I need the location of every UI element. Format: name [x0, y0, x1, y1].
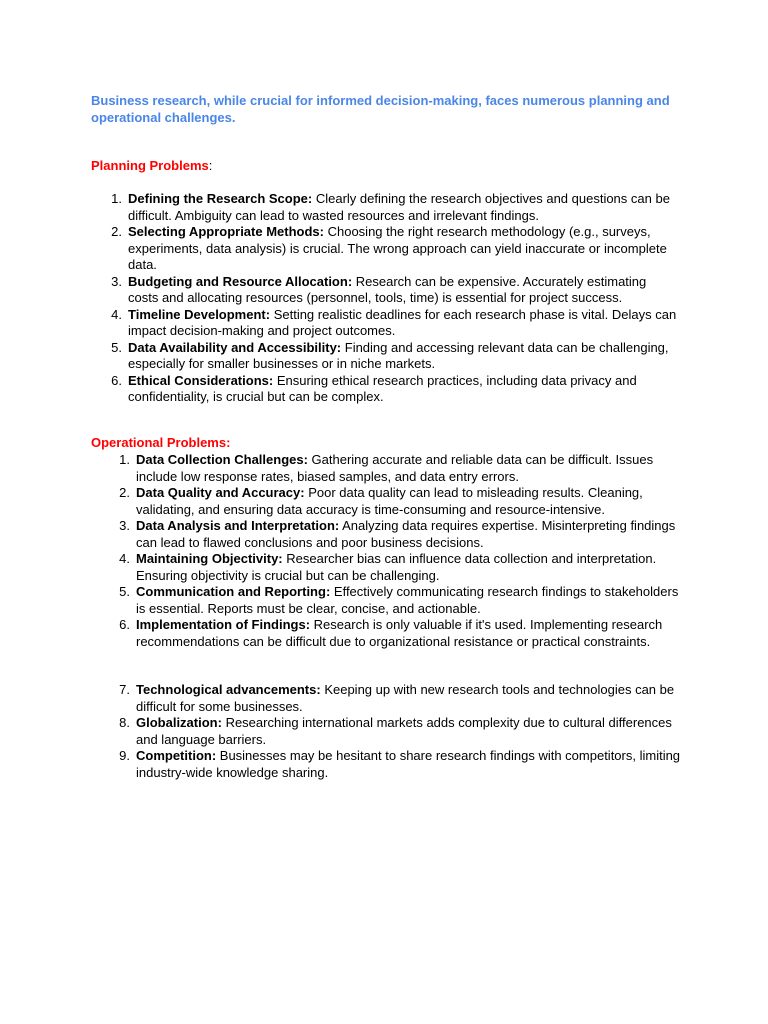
- item-title: Budgeting and Resource Allocation:: [128, 273, 353, 289]
- list-item: [119, 518, 681, 551]
- list-number: 6.: [119, 617, 130, 632]
- list-number: 7.: [119, 682, 130, 697]
- item-text: Gathering accurate and reliable data can be difficult. Issues include low response rates, biased samples, and data entry errors.: [136, 452, 654, 484]
- item-text: Keeping up with new research tools and technologies can be difficult for some businesses.: [136, 682, 675, 714]
- list-item: [119, 584, 681, 617]
- planning-problems-heading: [91, 158, 212, 175]
- item-text: Researcher bias can influence data collection and interpretation. Ensuring objectivity is crucial but can be challenging.: [136, 551, 657, 583]
- list-item: [119, 715, 681, 748]
- item-text: Research is only valuable if it's used. Implementing research recommendations can be difficult due to organizational resistance or practical constraints.: [136, 617, 663, 649]
- item-title: Defining the Research Scope:: [128, 191, 313, 206]
- list-item: [111, 339, 678, 373]
- list-item: [111, 306, 678, 340]
- item-title: Selecting Appropriate Methods:: [128, 224, 324, 239]
- item-title: Globalization:: [136, 715, 222, 730]
- list-item: [119, 452, 681, 485]
- list-number: 8.: [119, 715, 130, 730]
- item-title: Data Quality and Accuracy:: [136, 485, 305, 500]
- item-title: Implementation of Findings:: [136, 617, 311, 632]
- list-item: [111, 224, 678, 274]
- list-number: 2.: [119, 485, 130, 500]
- planning-heading-colon: :: [208, 158, 213, 173]
- additional-problems-list: [119, 682, 681, 781]
- item-text: Clearly defining the research objectives and questions can be difficult. Ambiguity can lead to wasted resources and irrelevant findings.: [128, 191, 670, 223]
- item-text: Analyzing data requires expertise. Misinterpreting findings can lead to flawed conclusions and poor business decisions.: [136, 518, 676, 550]
- item-title: Timeline Development:: [128, 306, 271, 322]
- list-item: [111, 191, 678, 224]
- list-number: 5.: [119, 584, 130, 599]
- list-number: 1.: [111, 191, 122, 206]
- list-item: [111, 372, 678, 406]
- item-text: Businesses may be hesitant to share research findings with competitors, limiting industry-wide knowledge sharing.: [136, 748, 681, 780]
- item-title: Communication and Reporting:: [136, 584, 331, 599]
- list-item: [119, 748, 681, 781]
- list-item: [119, 682, 681, 715]
- list-item: [111, 273, 678, 307]
- item-text: Finding and accessing relevant data can be challenging, especially for smaller businesses or in niche markets.: [128, 339, 669, 371]
- item-title: Data Collection Challenges:: [136, 452, 308, 467]
- item-title: Maintaining Objectivity:: [136, 551, 283, 566]
- list-number: 2.: [111, 224, 122, 239]
- list-number: 5.: [111, 339, 122, 355]
- item-title: Ethical Considerations:: [128, 372, 274, 388]
- list-item: [119, 617, 681, 650]
- operational-problems-heading: [91, 435, 230, 452]
- item-text: Research can be expensive. Accurately estimating costs and allocating resources (personnel, tools, time) is essential for project success.: [128, 273, 647, 305]
- item-text: Researching international markets adds complexity due to cultural differences and language barriers.: [136, 715, 672, 747]
- list-number: 3.: [119, 518, 130, 533]
- item-text: Poor data quality can lead to misleading results. Cleaning, validating, and ensuring data accuracy is time-consuming and resource-intensive.: [136, 485, 643, 517]
- item-text: Ensuring ethical research practices, including data privacy and confidentiality, is crucial but can be complex.: [128, 372, 637, 404]
- planning-problems-list: [111, 191, 678, 406]
- list-number: 1.: [119, 452, 130, 467]
- list-number: 6.: [111, 372, 122, 388]
- item-title: Data Analysis and Interpretation:: [136, 518, 340, 533]
- item-title: Competition:: [136, 748, 217, 763]
- intro-paragraph: Business research, while crucial for informed decision-making, faces numerous planning and operational challenges.: [91, 93, 670, 125]
- list-item: [119, 551, 681, 584]
- list-number: 4.: [119, 551, 130, 566]
- item-text: Effectively communicating research findings to stakeholders is essential. Reports must be clear, concise, and actionable.: [136, 584, 679, 616]
- list-number: 4.: [111, 306, 122, 322]
- operational-problems-list: [119, 452, 681, 650]
- operational-heading-colon: :: [226, 435, 231, 450]
- list-item: [119, 485, 681, 518]
- item-title: Data Availability and Accessibility:: [128, 339, 342, 355]
- operational-heading-text: Operational Problems: [91, 435, 227, 450]
- list-number: 3.: [111, 273, 122, 289]
- list-number: 9.: [119, 748, 130, 763]
- item-text: Choosing the right research methodology (e.g., surveys, experiments, data analysis) is crucial. The wrong approach can yield inaccurate or incomplete data.: [128, 224, 667, 272]
- planning-heading-text: Planning Problems: [91, 158, 209, 173]
- item-text: Setting realistic deadlines for each research phase is vital. Delays can impact decision-making and project outcomes.: [128, 306, 677, 338]
- item-title: Technological advancements:: [136, 682, 321, 697]
